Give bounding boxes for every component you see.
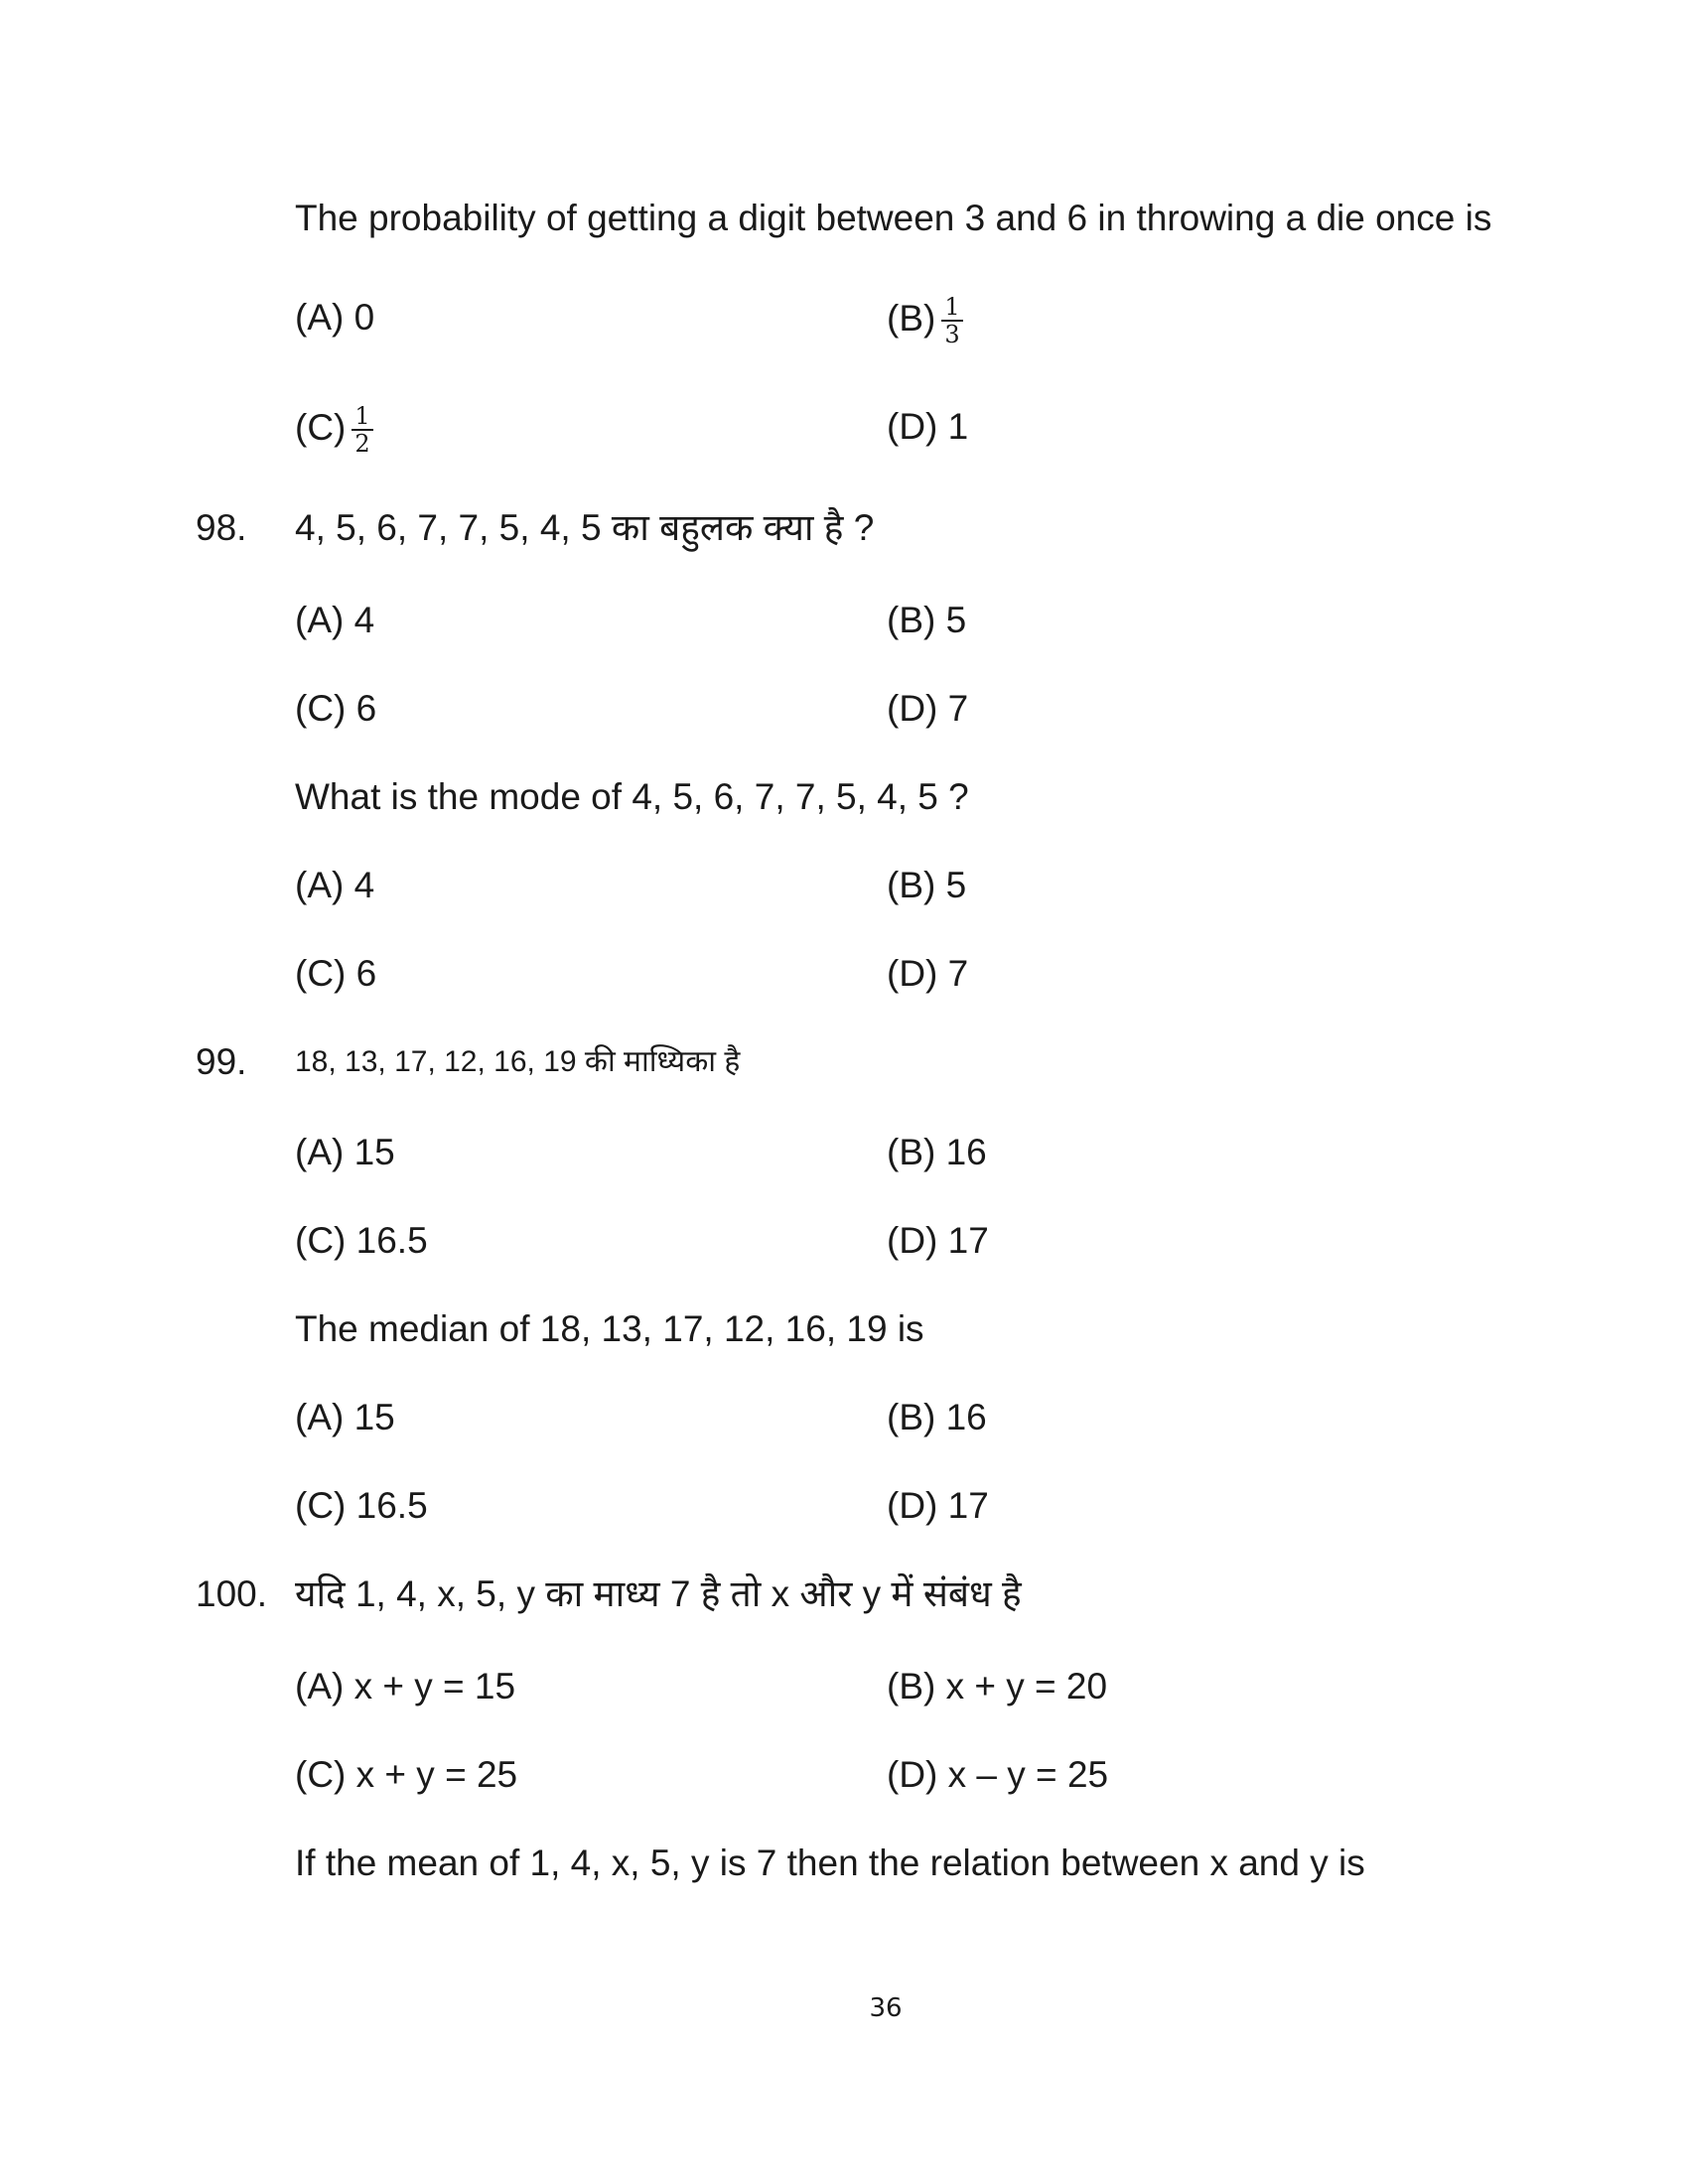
fraction-denominator: 3 [944, 321, 960, 348]
q98-english-text: What is the mode of 4, 5, 6, 7, 7, 5, 4, 5 ? [295, 776, 969, 817]
q97-option-b [887, 294, 963, 347]
q100-number: 100. [196, 1573, 268, 1614]
q97-option-c-label: (C) [295, 406, 347, 448]
fraction-numerator: 1 [941, 294, 962, 322]
q99-hi-option-b: (B) 16 [887, 1132, 987, 1172]
q99-en-option-b: (B) 16 [887, 1397, 987, 1437]
q98-en-option-c: (C) 6 [295, 953, 377, 994]
q99-en-option-a: (A) 15 [295, 1397, 395, 1437]
q99-en-option-c: (C) 16.5 [295, 1485, 428, 1526]
q98-en-option-b: (B) 5 [887, 865, 967, 905]
q100-option-b: (B) x + y = 20 [887, 1666, 1108, 1706]
q100-option-c: (C) x + y = 25 [295, 1754, 518, 1795]
q99-hi-option-c: (C) 16.5 [295, 1220, 428, 1261]
q97-option-c-fraction [352, 403, 372, 457]
q99-number: 99. [196, 1041, 247, 1082]
q99-english-text: The median of 18, 13, 17, 12, 16, 19 is [295, 1308, 924, 1349]
q98-number: 98. [196, 507, 247, 548]
q97-question-text: The probability of getting a digit between 3 and 6 in throwing a die once is [295, 198, 1492, 238]
q99-hi-option-a: (A) 15 [295, 1132, 395, 1172]
q100-english-text: If the mean of 1, 4, x, 5, y is 7 then the relation between x and y is [295, 1843, 1365, 1883]
fraction-denominator: 2 [354, 430, 370, 458]
q98-hi-option-a: (A) 4 [295, 600, 375, 640]
q97-option-d: (D) 1 [887, 406, 969, 447]
q97-option-b-label: (B) [887, 297, 936, 339]
q100-hindi-text: यदि 1, 4, x, 5, y का माध्य 7 है तो x और y में संबंध है [295, 1573, 1022, 1614]
q98-hindi-text: 4, 5, 6, 7, 7, 5, 4, 5 का बहुलक क्या है ? [295, 507, 875, 548]
q99-hi-option-d: (D) 17 [887, 1220, 989, 1261]
page-number: 36 [869, 1993, 903, 2023]
q98-hi-option-b: (B) 5 [887, 600, 967, 640]
q97-option-c [295, 403, 373, 457]
fraction-numerator: 1 [352, 403, 372, 431]
q98-en-option-a: (A) 4 [295, 865, 375, 905]
q97-option-a: (A) 0 [295, 297, 375, 338]
q98-hi-option-c: (C) 6 [295, 688, 377, 729]
q99-en-option-d: (D) 17 [887, 1485, 989, 1526]
q100-option-d: (D) x – y = 25 [887, 1754, 1109, 1795]
q99-hindi-text: 18, 13, 17, 12, 16, 19 की माध्यिका है [295, 1045, 741, 1078]
q98-hi-option-d: (D) 7 [887, 688, 969, 729]
q98-en-option-d: (D) 7 [887, 953, 969, 994]
q97-option-b-fraction [941, 294, 962, 347]
q100-option-a: (A) x + y = 15 [295, 1666, 516, 1706]
